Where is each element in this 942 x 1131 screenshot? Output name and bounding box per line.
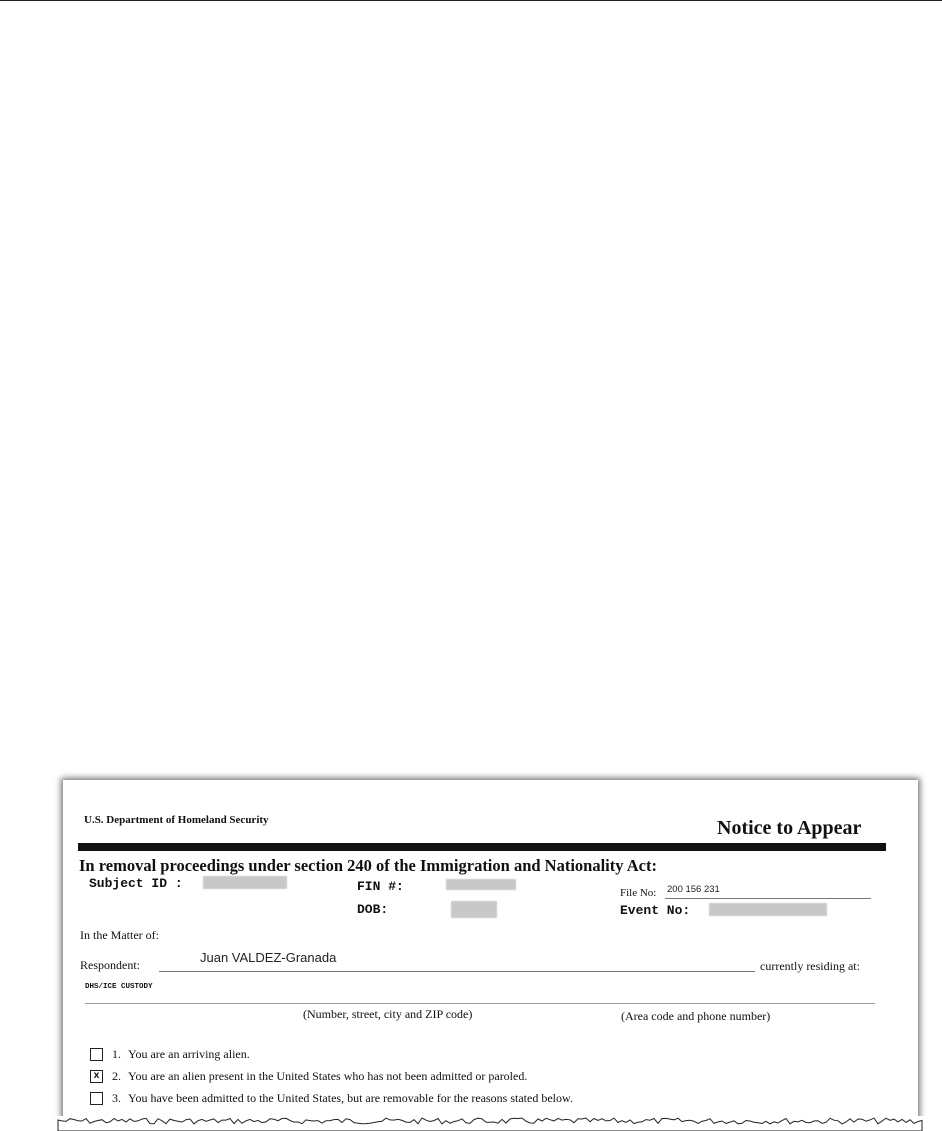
notice-to-appear-document (63, 780, 918, 1120)
respondent-name: Juan VALDEZ-Granada (200, 950, 337, 965)
address-line (85, 1003, 875, 1004)
file-no-line (665, 898, 871, 899)
respondent-line (159, 971, 755, 972)
fin-label: FIN #: (357, 879, 404, 894)
top-border-line (0, 0, 942, 1)
event-no-redaction (709, 903, 827, 916)
option-3-text: You have been admitted to the United States, but are removable for the reasons stated below. (128, 1091, 573, 1105)
agency-name: U.S. Department of Homeland Security (84, 814, 269, 826)
subject-id-redaction (203, 876, 287, 889)
option-1-checkbox[interactable] (90, 1048, 103, 1061)
file-no-value: 200 156 231 (667, 884, 720, 895)
proceedings-heading: In removal proceedings under section 240 of the Immigration and Nationality Act: (79, 856, 657, 875)
event-no-label: Event No: (620, 903, 691, 918)
option-2-number: 2. (112, 1069, 121, 1083)
residing-label: currently residing at: (760, 959, 860, 973)
header-band (78, 843, 886, 851)
option-1-text: You are an arriving alien. (128, 1047, 250, 1061)
respondent-label: Respondent: (80, 958, 140, 972)
option-3-number: 3. (112, 1091, 121, 1105)
address-value: DHS/ICE CUSTODY (85, 983, 153, 991)
option-1-number: 1. (112, 1047, 121, 1061)
document-title: Notice to Appear (717, 817, 862, 839)
option-2-checkbox[interactable]: x (90, 1070, 103, 1083)
dob-redaction (451, 901, 497, 918)
fin-redaction (446, 879, 516, 890)
subject-id-label: Subject ID : (89, 876, 183, 891)
dob-label: DOB: (357, 902, 389, 917)
address-caption: (Number, street, city and ZIP code) (303, 1007, 473, 1021)
torn-edge (0, 1116, 942, 1131)
option-2-text: You are an alien present in the United States who has not been admitted or paroled. (128, 1069, 528, 1083)
option-3-checkbox[interactable] (90, 1092, 103, 1105)
file-no-label: File No: (620, 887, 657, 899)
phone-caption: (Area code and phone number) (621, 1009, 771, 1023)
matter-label: In the Matter of: (80, 928, 159, 942)
